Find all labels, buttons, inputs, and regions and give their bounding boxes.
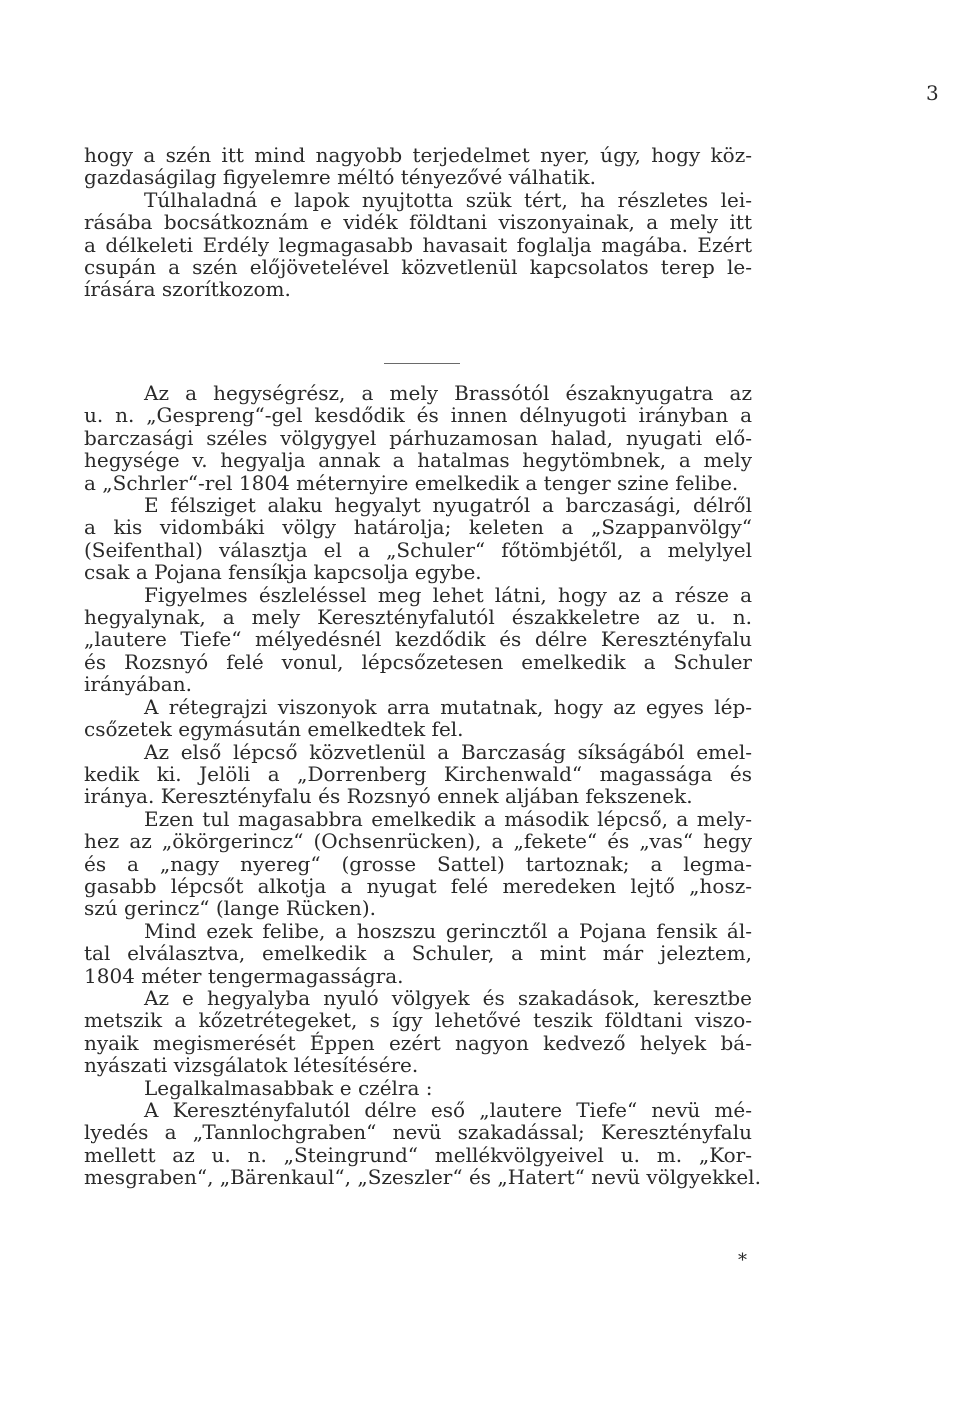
text-line: a délkeleti Erdély legmagasabb havasait foglalja magába. Ezért [84, 232, 752, 257]
page-number: 3 [926, 81, 939, 105]
text-line: lyedés a „Tannlochgraben“ nevü szakadással; Keresztényfalu [84, 1120, 752, 1145]
text-line: Ezen tul magasabbra emelkedik a második lépcső, a mely- [144, 806, 752, 831]
text-line: tal elválasztva, emelkedik a Schuler, a mint már jeleztem, [84, 941, 752, 966]
text-line: hogy a szén itt mind nagyobb terjedelmet nyer, úgy, hogy köz- [84, 143, 752, 167]
text-line: gazdaságilag figyelemre méltó tényezővé válhatik. [84, 165, 597, 190]
text-line: gasabb lépcsőt alkotja a nyugat felé meredeken lejtő „hosz- [84, 873, 752, 898]
text-line: csak a Pojana fensíkja kapcsolja egybe. [84, 560, 482, 585]
text-line: a kis vidombáki völgy határolja; keleten a „Szappanvölgy“ [84, 515, 752, 540]
text-line: Mind ezek felibe, a hoszszu gerincztől a Pojana fensik ál- [144, 918, 752, 943]
text-line: Az e hegyalyba nyuló völgyek és szakadások, keresztbe [144, 985, 752, 1010]
text-line: barczasági széles völgygyel párhuzamosan halad, nyugati elő- [84, 425, 752, 450]
text-line: szú gerincz“ (lange Rücken). [84, 896, 376, 921]
body-paragraphs [84, 381, 761, 1190]
text-line: „lautere Tiefe“ mélyedésnél kezdődik és délre Keresztényfalu [84, 627, 752, 652]
text-line: A rétegrajzi viszonyok arra mutatnak, hogy az egyes lép- [144, 694, 752, 719]
text-line: (Seifenthal) választja el a „Schuler“ főtömbjétől, a melylyel [84, 537, 752, 562]
text-line: mellett az u. n. „Steingrund“ mellékvölgyeivel u. m. „Kor- [84, 1142, 752, 1167]
text-line: a „Schrler“-rel 1804 méternyire emelkedik a tenger szine felibe. [84, 470, 739, 495]
text-line: hegyalynak, a mely Keresztényfalutól északkeletre az u. n. [84, 605, 752, 630]
text-line: metszik a kőzetrétegeket, s így lehetővé teszik földtani viszo- [84, 1008, 752, 1033]
text-line: u. n. „Gespreng“-gel kesdődik és innen délnyugoti irányban a [84, 403, 752, 428]
intro-paragraphs [84, 144, 752, 301]
text-line: Az első lépcső közvetlenül a Barczaság síkságából emel- [144, 739, 752, 764]
section-divider [384, 363, 460, 364]
text-line: nyászati vizsgálatok létesítésére. [84, 1053, 419, 1078]
text-line: E félsziget alaku hegyalyt nyugatról a barczasági, délről [144, 493, 752, 518]
text-line: hez az „ökörgerincz“ (Ochsenrücken), a „fekete“ és „vas“ hegy [84, 829, 752, 854]
text-line: Figyelmes észleléssel meg lehet látni, hogy az a része a [144, 582, 752, 607]
text-line: és Rozsnyó felé vonul, lépcsőzetesen emelkedik a Schuler [84, 649, 752, 674]
text-line: írására szorítkozom. [84, 277, 291, 302]
text-line: nyaik megismerését Éppen ezért nagyon kedvező helyek bá- [84, 1030, 752, 1055]
text-line: hegysége v. hegyalja annak a hatalmas hegytömbnek, a mely [84, 448, 752, 473]
text-line: Az a hegységrész, a mely Brassótól északnyugatra az [144, 381, 752, 405]
text-line: csőzetek egymásután emelkedtek fel. [84, 717, 464, 742]
text-line: és a „nagy nyereg“ (grosse Sattel) tartoznak; a legma- [84, 851, 752, 876]
text-line: Legalkalmasabbak e czélra : [144, 1075, 433, 1100]
text-line: A Keresztényfalutól délre eső „lautere Tiefe“ nevü mé- [144, 1098, 752, 1122]
text-line: csupán a szén előjövetelével közvetlenül kapcsolatos terep le- [84, 255, 752, 280]
text-line: iránya. Keresztényfalu és Rozsnyó ennek aljában fekszenek. [84, 784, 693, 809]
text-line: Túlhaladná e lapok nyujtotta szük tért, ha részletes lei- [144, 187, 752, 212]
text-line: irányában. [84, 672, 192, 697]
text-line: mesgraben“, „Bärenkaul“, „Szeszler“ és „Hatert“ nevü völgyekkel. [84, 1165, 761, 1190]
footer-mark: * [738, 1250, 747, 1271]
text-line: kedik ki. Jelöli a „Dorrenberg Kirchenwald“ magassága és [84, 761, 752, 786]
text-line: rásába bocsátkoznám e vidék földtani viszonyainak, a mely itt [84, 210, 752, 235]
text-line: 1804 méter tengermagasságra. [84, 963, 404, 988]
